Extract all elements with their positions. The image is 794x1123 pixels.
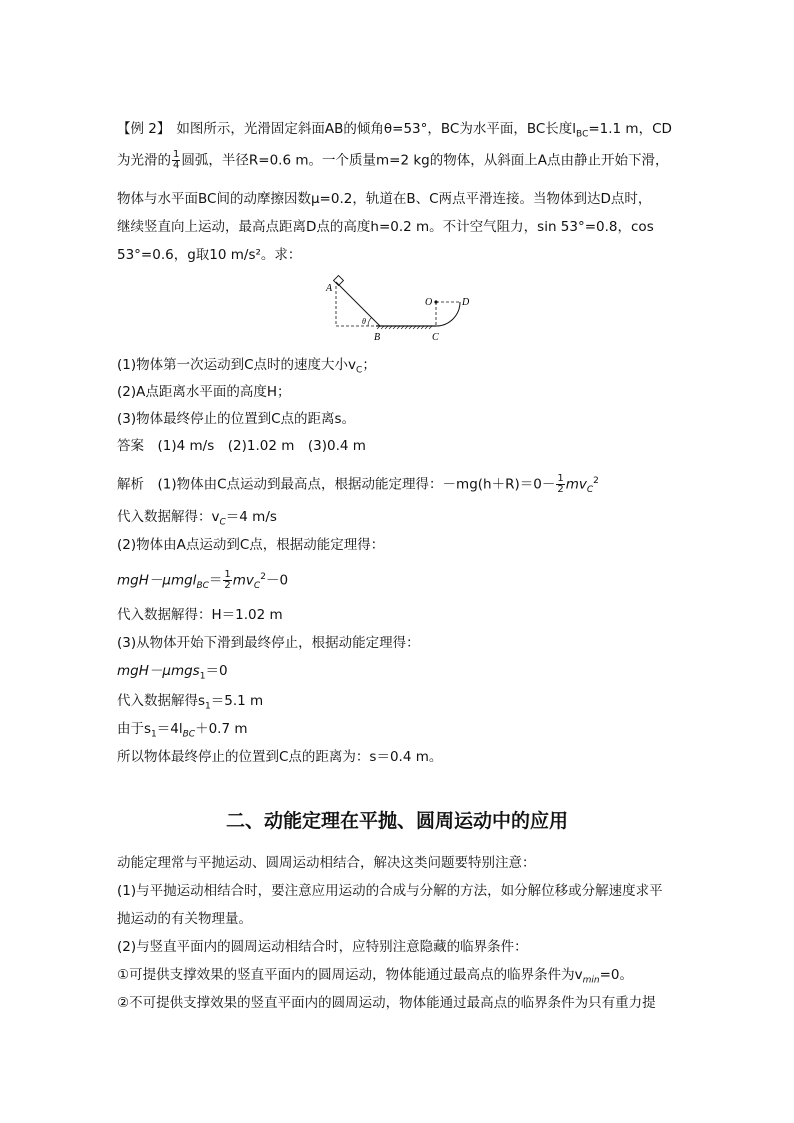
question-1: (1)物体第一次运动到C点时的速度大小$v_C$； <box>117 357 376 376</box>
answer-line: 答案 (1)4 m/s (2)1.02 m (3)0.4 m <box>117 438 366 454</box>
label-c: C <box>432 332 439 343</box>
label-a: A <box>326 283 333 294</box>
section-point-1b: 抛运动的有关物理量。 <box>117 911 252 927</box>
example-line-2: 为光滑的 $\frac{1}{4}$ 圆弧，半径R=0.6 m。一个质量m=2 kg的物体，从斜面上A点由静止开始下滑， <box>117 149 669 171</box>
center-o <box>434 300 437 303</box>
analysis-line-1: 解析 (1)物体由C点运动到最高点，根据动能定理得：－mg(h＋R)＝0－ $\frac{1}{2}$ $mv_C^2$ <box>117 473 599 496</box>
section-point-4: ②不可提供支撑效果的竖直平面内的圆周运动，物体能通过最高点的临界条件为只有重力提 <box>117 995 656 1011</box>
analysis-line-2: 代入数据解得：$v_C=4$ m/s <box>117 509 277 528</box>
analysis-line-6: (3)从物体开始下滑到最终停止，根据动能定理得： <box>117 635 420 651</box>
analysis-line-4: mgH－μmgl$_{BC}$＝ $\frac{1}{2}$ $mv_C^2-0$ <box>117 569 289 592</box>
analysis-line-9: 由于$s_1=4l_{BC}+0.7$ m <box>117 721 248 740</box>
quarter-arc-cd <box>436 302 460 326</box>
quarter-fraction: $\frac{1}{4}$ <box>173 149 180 171</box>
example-tag: 【例 2】 <box>117 121 171 137</box>
label-d: D <box>462 297 470 308</box>
incline-arc-diagram <box>318 274 478 346</box>
label-o: O <box>425 297 433 308</box>
analysis-line-10: 所以物体最终停止的位置到C点的距离为：s＝0.4 m。 <box>117 749 443 765</box>
section-title: 二、动能定理在平抛、圆周运动中的应用 <box>225 810 568 832</box>
section-point-1a: (1)与平抛运动相结合时，要注意应用运动的合成与分解的方法，如分解位移或分解速度求平 <box>117 883 663 899</box>
analysis-line-7: mgH－μmgs$_1$＝0 <box>117 663 228 682</box>
example-line-3: 物体与水平面BC间的动摩擦因数μ=0.2，轨道在B、C两点平滑连接。当物体到达D点时， <box>117 191 652 207</box>
section-point-3: ①可提供支撑效果的竖直平面内的圆周运动，物体能通过最高点的临界条件为$v_{min}=0$。 <box>117 967 633 986</box>
section-point-2: (2)与竖直平面内的圆周运动相结合时，应特别注意隐藏的临界条件： <box>117 939 528 955</box>
label-theta: θ <box>362 317 366 326</box>
analysis-line-3: (2)物体由A点运动到C点，根据动能定理得： <box>117 537 385 553</box>
example-line-1: 【例 2】 如图所示，光滑固定斜面AB的倾角θ=53°，BC为水平面，BC长度$l_{BC}=1.1$ m，CD <box>117 121 672 140</box>
theta-arc <box>368 318 372 327</box>
half-fraction-2: $\frac{1}{2}$ <box>224 569 231 591</box>
half-fraction: $\frac{1}{2}$ <box>557 473 564 495</box>
label-b: B <box>374 332 381 343</box>
example-line-5: 53°=0.6，g取10 m/s²。求： <box>117 247 302 263</box>
incline-ab <box>336 282 380 326</box>
question-2: (2)A点距离水平面的高度H； <box>117 384 291 400</box>
example-line-4: 继续竖直向上运动，最高点距离D点的高度h=0.2 m。不计空气阻力，sin 53°=0.8，cos <box>117 219 654 235</box>
section-intro: 动能定理常与平抛运动、圆周运动相结合，解决这类问题要特别注意： <box>117 855 536 871</box>
question-3: (3)物体最终停止的位置到C点的距离s。 <box>117 411 356 427</box>
analysis-line-5: 代入数据解得：H＝1.02 m <box>117 607 283 623</box>
analysis-line-8: 代入数据解得$s_1=5.1$ m <box>117 693 264 712</box>
